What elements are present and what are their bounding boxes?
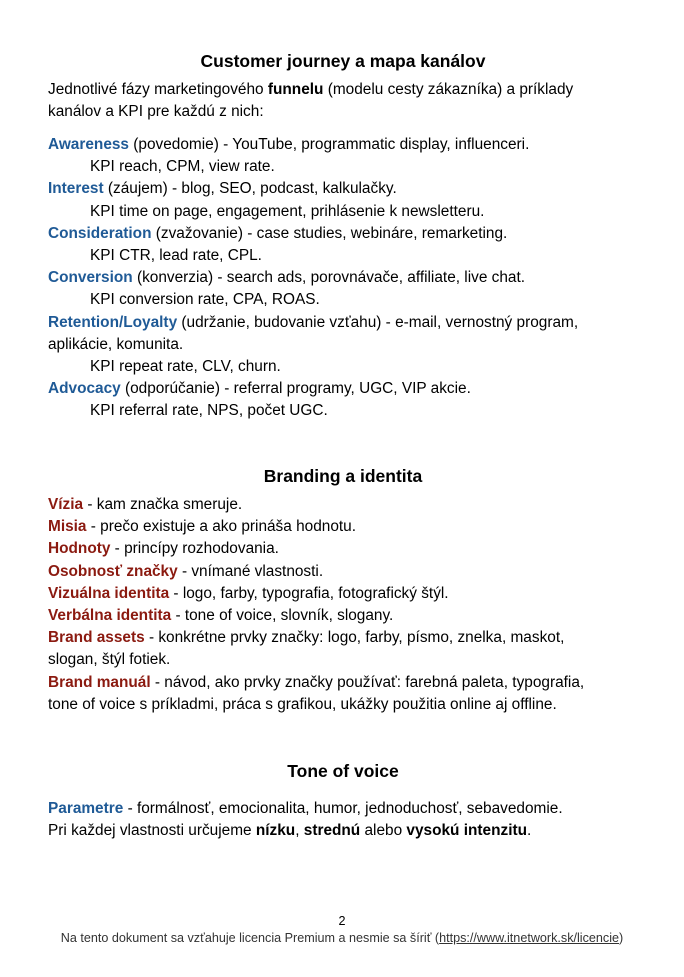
stage-desc: (konverzia) - search ads, porovnávače, affiliate, live chat. [132, 269, 526, 287]
stage-term: Interest [48, 180, 104, 198]
brand-term: Brand assets [48, 629, 145, 647]
brand-term: Hodnoty [48, 540, 111, 558]
separator: , [295, 822, 304, 840]
brand-item-hodnoty [48, 538, 638, 560]
brand-item-verbalna-identita [48, 605, 638, 627]
stage-desc: (záujem) - blog, SEO, podcast, kalkulačky. [103, 180, 397, 198]
brand-desc: - prečo existuje a ako prináša hodnotu. [86, 518, 357, 536]
brand-desc: - vnímané vlastnosti. [177, 562, 324, 580]
stage-term: Conversion [48, 269, 133, 287]
stage-consideration [48, 223, 638, 245]
stage-desc: (zvažovanie) - case studies, webináre, remarketing. [151, 224, 508, 242]
brand-desc-continued: slogan, štýl fotiek. [48, 651, 171, 669]
stage-kpi: KPI reach, CPM, view rate. [90, 158, 275, 176]
stage-term: Consideration [48, 224, 152, 242]
brand-item-brand-assets [48, 627, 638, 649]
section-title-branding: Branding a identita [263, 466, 423, 486]
intensity-high: vysokú intenzitu [406, 822, 527, 840]
intro-text-3: kanálov a KPI pre každú z nich: [48, 103, 264, 121]
stage-term: Awareness [48, 136, 129, 153]
brand-desc: - kam značka smeruje. [83, 496, 243, 513]
brand-item-vizualna-identita [48, 583, 638, 605]
tone-of-voice-paragraph [48, 798, 638, 842]
stage-kpi: KPI repeat rate, CLV, churn. [90, 358, 281, 376]
param-term: Parametre [48, 800, 124, 817]
brand-term: Osobnosť značky [48, 562, 178, 580]
brand-item-misia [48, 516, 638, 538]
intro-paragraph [48, 79, 638, 123]
license-text-end: ) [619, 931, 624, 945]
brand-term: Vizuálna identita [48, 584, 170, 602]
period: . [527, 822, 532, 840]
brand-term: Vízia [48, 496, 84, 513]
brand-desc: - logo, farby, typografia, fotografický štýl. [169, 584, 449, 602]
stage-term: Advocacy [48, 380, 121, 398]
intro-bold-funnel: funnelu [267, 81, 324, 98]
separator: alebo [360, 822, 407, 840]
section-title-tone-of-voice: Tone of voice [287, 761, 399, 781]
brand-desc: - tone of voice, slovník, slogany. [171, 607, 394, 625]
license-text: Na tento dokument sa vzťahuje licencia Premium a nesmie sa šíriť ( [60, 931, 440, 945]
stage-kpi: KPI conversion rate, CPA, ROAS. [90, 291, 320, 309]
brand-desc: - návod, ako prvky značky používať: farebná paleta, typografia, [150, 673, 585, 691]
intensity-text: Pri každej vlastnosti určujeme [48, 822, 256, 840]
stage-awareness [48, 134, 638, 156]
intensity-low: nízku [255, 822, 296, 840]
brand-item-vizia [48, 494, 638, 516]
brand-term: Verbálna identita [48, 607, 172, 625]
funnel-stage-list [48, 134, 638, 423]
intensity-mid: strednú [303, 822, 361, 840]
brand-term: Misia [48, 518, 87, 536]
intro-text: Jednotlivé fázy marketingového [48, 81, 268, 98]
brand-item-osobnost [48, 561, 638, 583]
brand-item-brand-manual [48, 672, 638, 694]
intro-text-2: (modelu cesty zákazníka) a príklady [323, 81, 574, 98]
stage-retention [48, 312, 638, 334]
brand-desc: - konkrétne prvky značky: logo, farby, písmo, znelka, maskot, [144, 629, 565, 647]
section-title-customer-journey: Customer journey a mapa kanálov [200, 51, 486, 71]
stage-conversion [48, 267, 638, 289]
param-desc: - formálnosť, emocionalita, humor, jednoduchosť, sebavedomie. [123, 800, 563, 817]
stage-desc-continued: aplikácie, komunita. [48, 335, 184, 353]
stage-desc: (udržanie, budovanie vzťahu) - e-mail, vernostný program, [177, 313, 579, 331]
stage-interest [48, 178, 638, 200]
page-number: 2 [338, 914, 346, 928]
stage-desc: (odporúčanie) - referral programy, UGC, VIP akcie. [120, 380, 471, 398]
brand-term: Brand manuál [48, 673, 151, 691]
brand-desc-continued: tone of voice s príkladmi, práca s grafikou, ukážky použitia online aj offline. [48, 695, 557, 713]
stage-kpi: KPI referral rate, NPS, počet UGC. [90, 402, 328, 420]
stage-kpi: KPI CTR, lead rate, CPL. [90, 247, 262, 265]
stage-advocacy [48, 378, 638, 400]
stage-desc: (povedomie) - YouTube, programmatic display, influenceri. [129, 136, 530, 153]
stage-term: Retention/Loyalty [48, 313, 178, 331]
branding-list [48, 494, 638, 716]
stage-kpi: KPI time on page, engagement, prihlásenie k newsletteru. [90, 202, 485, 220]
brand-desc: - princípy rozhodovania. [110, 540, 279, 558]
license-footer [0, 931, 684, 945]
license-link[interactable]: https://www.itnetwork.sk/licencie [439, 931, 619, 945]
